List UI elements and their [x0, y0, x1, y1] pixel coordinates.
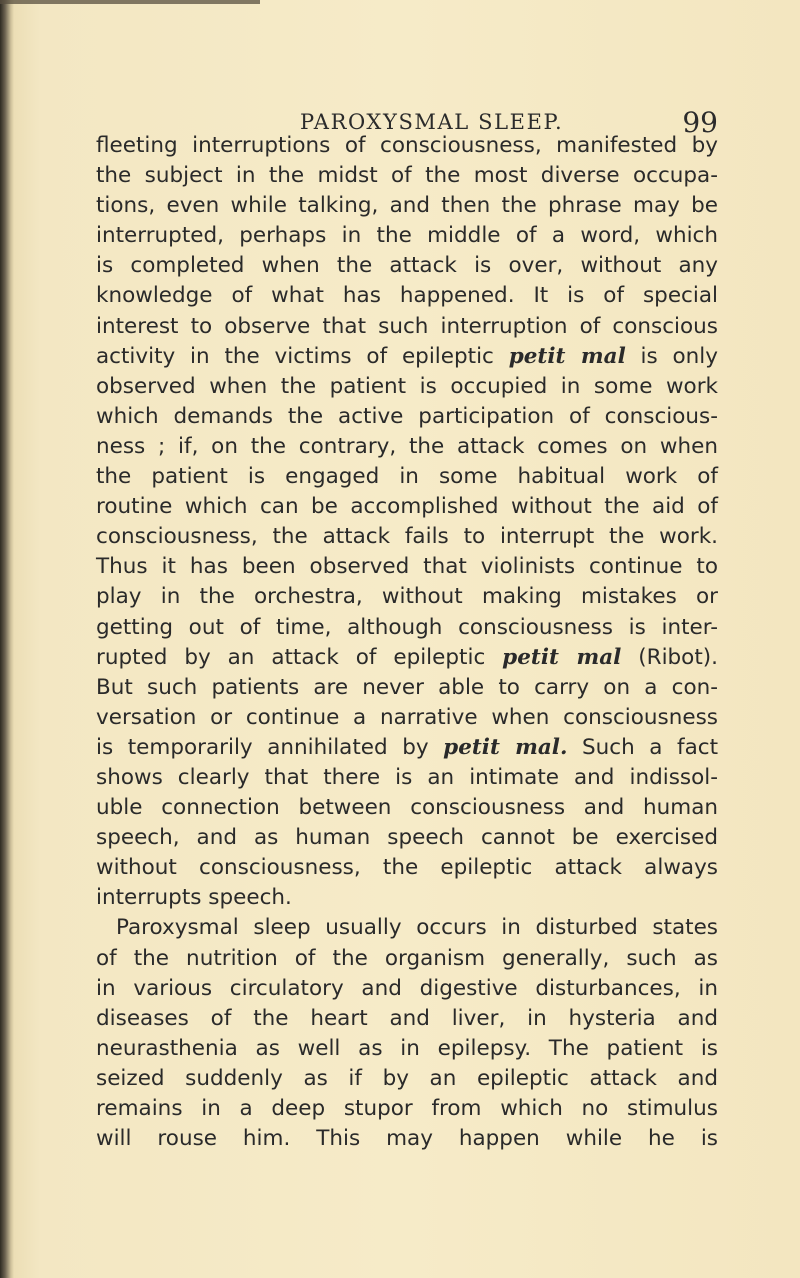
text-line: without consciousness, the epileptic attack always [96, 855, 718, 881]
text-line [96, 733, 718, 763]
text-line: interest to observe that such interruption of conscious [96, 313, 718, 339]
text-line: tions, even while talking, and then the phrase may be [96, 193, 718, 219]
text-segment: is only [625, 343, 718, 369]
italic-term: petit mal [502, 644, 622, 670]
text-line: interrupted, perhaps in the middle of a word, which [96, 223, 718, 249]
text-line: in various circulatory and digestive disturbances, in [96, 975, 718, 1001]
text-line: fleeting interruptions of consciousness, manifested by [96, 133, 718, 158]
text-line: interrupts speech. [96, 885, 292, 911]
text-segment: activity in the victims of epileptic [96, 343, 509, 369]
running-head-title: PAROXYSMAL SLEEP. [300, 110, 564, 134]
text-segment: is temporarily annihilated by [96, 734, 444, 760]
text-line: uble connection between consciousness and human [96, 795, 718, 821]
text-line: remains in a deep stupor from which no stimulus [96, 1096, 718, 1121]
text-line: neurasthenia as well as in epilepsy. The patient is [96, 1035, 718, 1061]
text-line: play in the orchestra, without making mistakes or [96, 584, 718, 610]
text-line: getting out of time, although consciousness is inter- [96, 614, 718, 640]
text-line: speech, and as human speech cannot be exercised [96, 825, 718, 851]
text-line: the patient is engaged in some habitual work of [96, 464, 718, 490]
text-line: observed when the patient is occupied in some work [96, 373, 718, 399]
text-line: seized suddenly as if by an epileptic attack and [96, 1065, 718, 1091]
text-line: Thus it has been observed that violinists continue to [96, 554, 718, 580]
page-number: 99 [682, 106, 718, 139]
text-line: But such patients are never able to carry on a con- [96, 674, 718, 700]
text-line: ness ; if, on the contrary, the attack comes on when [96, 433, 718, 459]
text-line: knowledge of what has happened. It is of special [96, 283, 718, 309]
text-line [96, 342, 718, 372]
body-text [96, 131, 718, 1154]
book-spine-edge [0, 0, 14, 1278]
text-segment: Such a fact [567, 734, 718, 760]
page-top-edge [0, 0, 260, 4]
text-line: of the nutrition of the organism generally, such as [96, 945, 718, 971]
text-line: the subject in the midst of the most diverse occupa- [96, 163, 718, 189]
text-line: versation or continue a narrative when consciousness [96, 704, 718, 730]
text-line: shows clearly that there is an intimate and indissol- [96, 764, 718, 790]
italic-term: petit mal [508, 343, 626, 369]
text-line: which demands the active participation of conscious- [96, 403, 718, 429]
italic-term: petit mal. [443, 734, 568, 760]
text-line [96, 643, 718, 673]
text-line: diseases of the heart and liver, in hysteria and [96, 1005, 718, 1031]
text-line: is completed when the attack is over, without any [96, 253, 718, 279]
text-segment: (Ribot). [621, 644, 718, 670]
text-line: consciousness, the attack fails to interrupt the work. [96, 524, 718, 550]
text-line: routine which can be accomplished without the aid of [96, 494, 718, 520]
text-line: will rouse him. This may happen while he is [96, 1126, 718, 1152]
text-segment: rupted by an attack of epileptic [96, 644, 503, 670]
text-line: Paroxysmal sleep usually occurs in disturbed states [116, 915, 718, 941]
